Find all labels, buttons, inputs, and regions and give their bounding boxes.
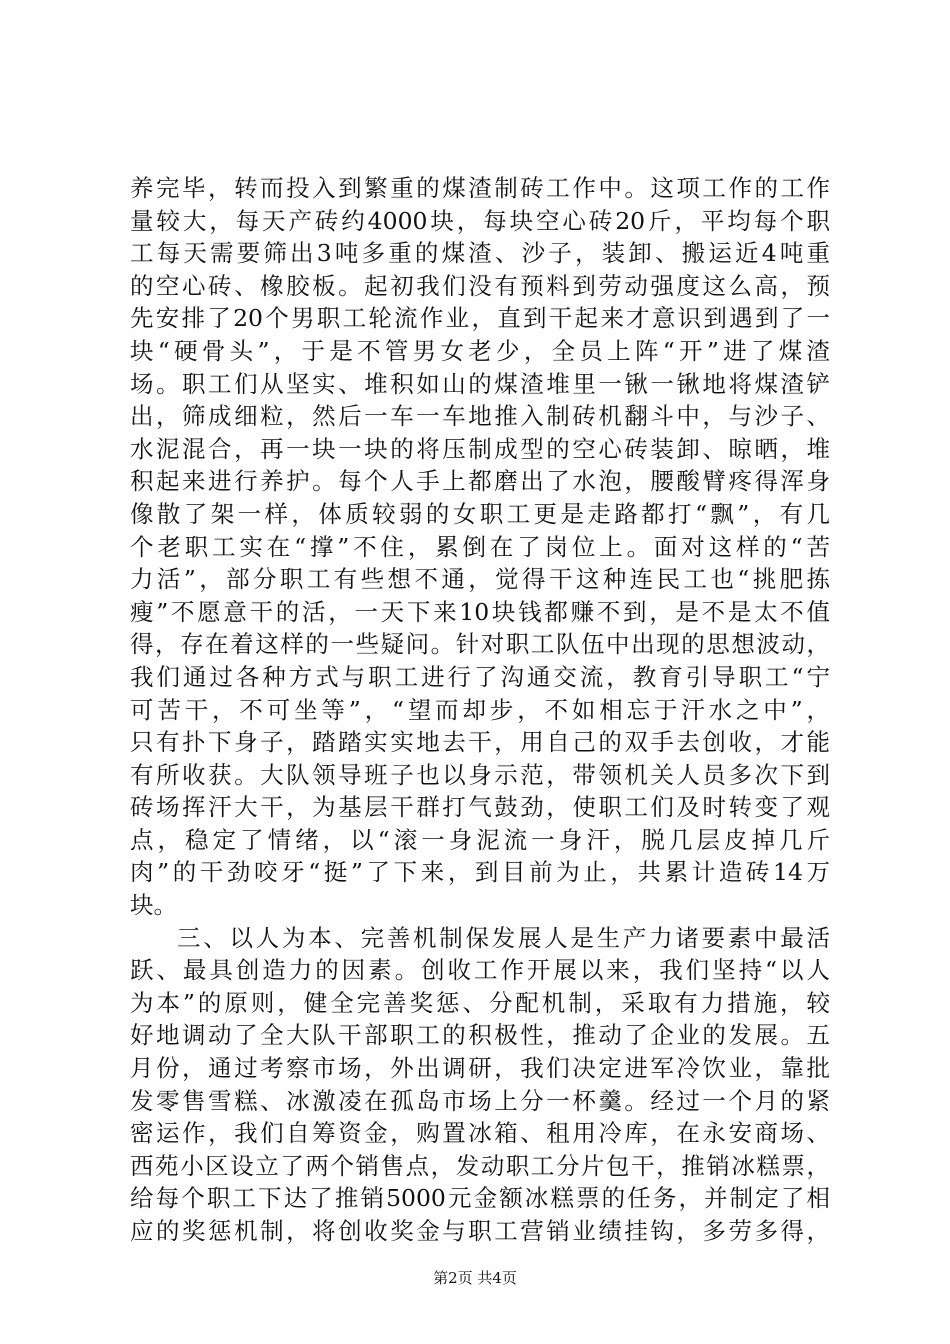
text-line: 跃、最具创造力的因素。创收工作开展以来，我们坚持“以人 [130, 956, 830, 985]
text-line: 工每天需要筛出3吨多重的煤渣、沙子，装卸、搬运近4吨重 [130, 239, 830, 268]
text-line: 可苦干，不可坐等”，“望而却步，不如相忘于汗水之中”， [130, 695, 830, 724]
section-heading-line: 三、以人为本、完善机制保发展人是生产力诸要素中最活 [177, 923, 830, 952]
text-line: 先安排了20个男职工轮流作业，直到干起来才意识到遇到了一 [130, 304, 830, 333]
text-line: 出，筛成细粒，然后一车一车地推入制砖机翻斗中，与沙子、 [130, 402, 830, 431]
text-line: 我们通过各种方式与职工进行了沟通交流，教育引导职工“宁 [130, 662, 830, 691]
text-line: 密运作，我们自筹资金，购置冰箱、租用冷库，在永安商场、 [130, 1119, 830, 1148]
text-line: 像散了架一样，体质较弱的女职工更是走路都打“飘”，有几 [130, 499, 830, 528]
text-line: 西苑小区设立了两个销售点，发动职工分片包干，推销冰糕票， [130, 1151, 830, 1180]
text-line: 瘦”不愿意干的活，一天下来10块钱都赚不到，是不是太不值 [130, 597, 830, 626]
text-line: 场。职工们从坚实、堆积如山的煤渣堆里一锹一锹地将煤渣铲 [130, 369, 830, 398]
text-line: 量较大，每天产砖约4000块，每块空心砖20斤，平均每个职 [130, 206, 830, 235]
text-line: 应的奖惩机制，将创收奖金与职工营销业绩挂钩，多劳多得， [130, 1217, 830, 1245]
text-line: 养完毕，转而投入到繁重的煤渣制砖工作中。这项工作的工作 [130, 174, 830, 202]
text-line: 力活”，部分职工有些想不通，觉得干这种连民工也“挑肥拣 [130, 565, 830, 594]
page-number-footer: 第2页 共4页 [433, 1269, 517, 1287]
text-line: 得，存在着这样的一些疑问。针对职工队伍中出现的思想波动， [130, 630, 830, 659]
text-line: 为本”的原则，健全完善奖惩、分配机制，采取有力措施，较 [130, 988, 830, 1017]
text-line: 发零售雪糕、冰激凌在孤岛市场上分一杯羹。经过一个月的紧 [130, 1086, 830, 1115]
text-line: 水泥混合，再一块一块的将压制成型的空心砖装卸、晾晒，堆 [130, 434, 830, 463]
text-line: 块“硬骨头”，于是不管男女老少，全员上阵“开”进了煤渣 [130, 336, 830, 365]
text-line: 好地调动了全大队干部职工的积极性，推动了企业的发展。五 [130, 1021, 830, 1050]
text-line: 的空心砖、橡胶板。起初我们没有预料到劳动强度这么高，预 [130, 271, 830, 300]
text-line: 块。 [130, 891, 177, 920]
text-line: 点，稳定了情绪，以“滚一身泥流一身汗，脱几层皮掉几斤 [130, 825, 830, 854]
text-line: 积起来进行养护。每个人手上都磨出了水泡，腰酸臂疼得浑身 [130, 467, 830, 496]
text-line: 月份，通过考察市场，外出调研，我们决定进军冷饮业，靠批 [130, 1054, 830, 1083]
text-line: 个老职工实在“撑”不住，累倒在了岗位上。面对这样的“苦 [130, 532, 830, 561]
text-line: 给每个职工下达了推销5000元金额冰糕票的任务，并制定了相 [130, 1184, 830, 1213]
body-text [130, 172, 830, 1248]
text-line: 砖场挥汗大干，为基层干群打气鼓劲，使职工们及时转变了观 [130, 793, 830, 822]
text-line: 有所收获。大队领导班子也以身示范，带领机关人员多次下到 [130, 760, 830, 789]
text-line: 肉”的干劲咬牙“挺”了下来，到目前为止，共累计造砖14万 [130, 858, 830, 887]
text-line: 只有扑下身子，踏踏实实地去干，用自己的双手去创收，才能 [130, 728, 830, 757]
